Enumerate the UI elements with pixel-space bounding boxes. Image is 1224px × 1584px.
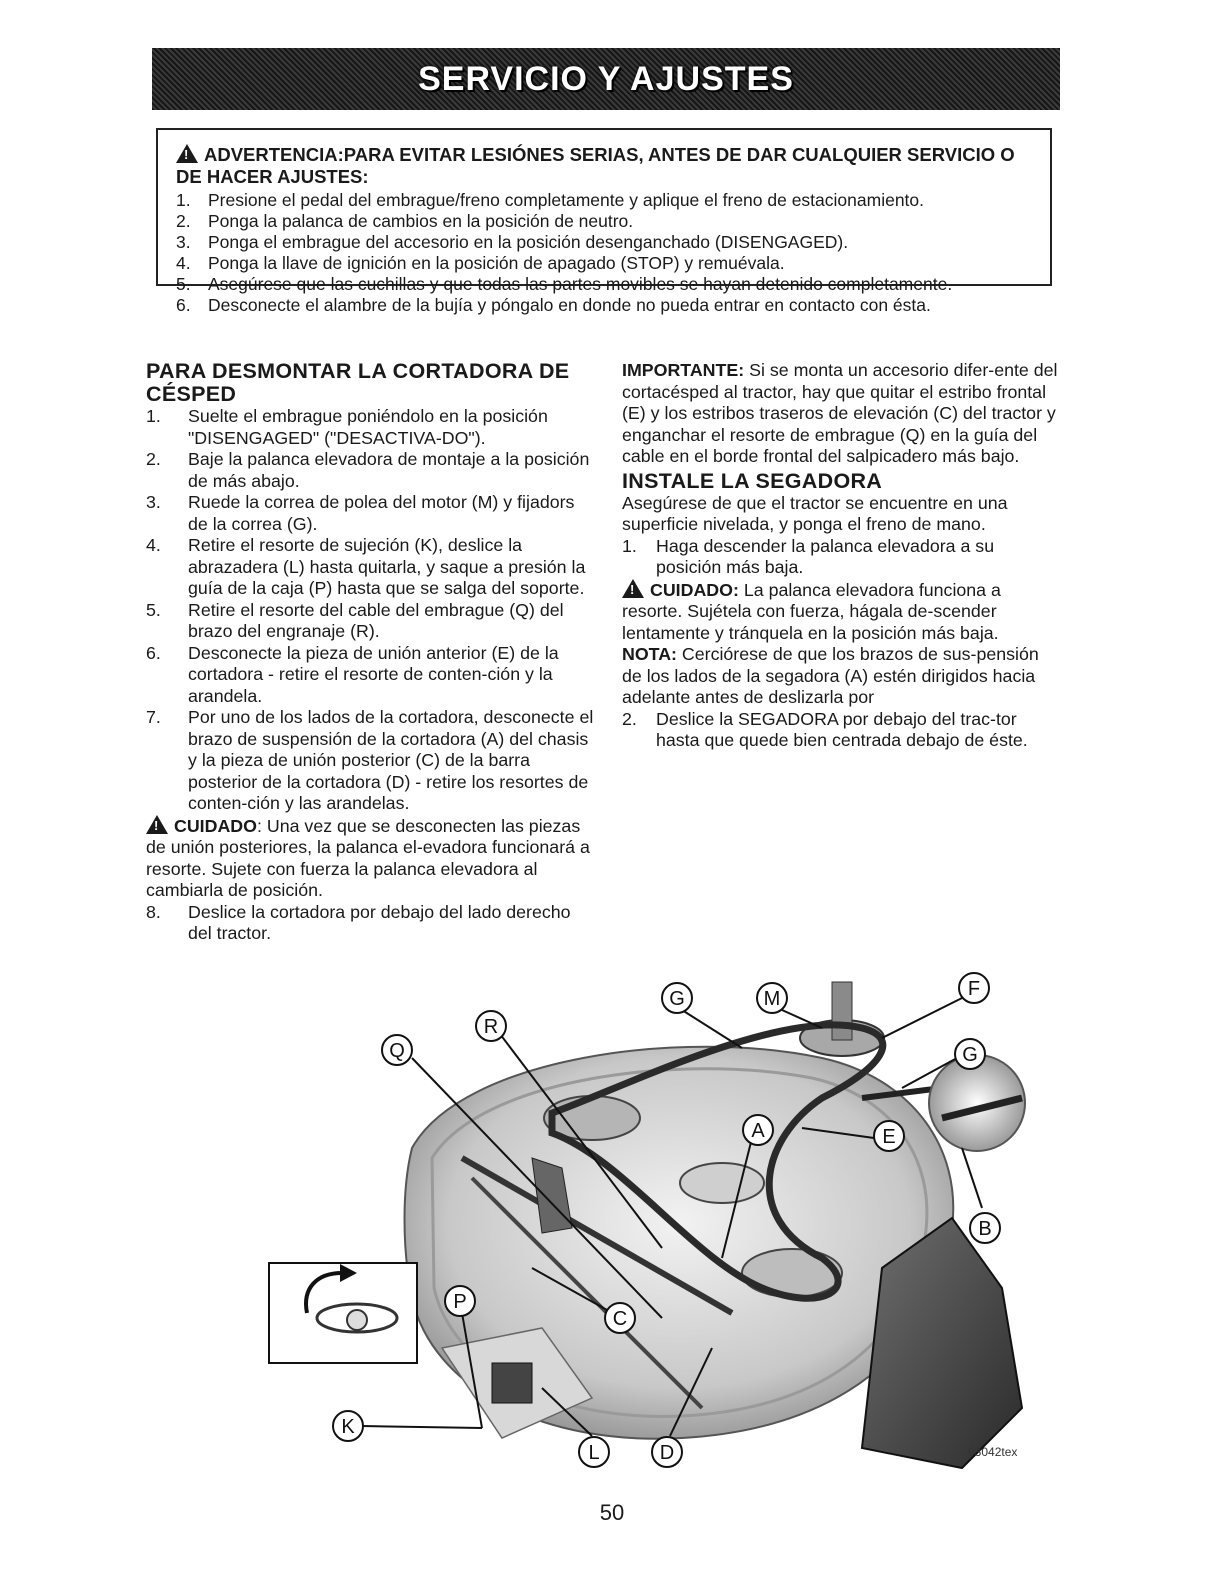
step-number: 1. (622, 535, 637, 556)
warning-triangle-icon (622, 579, 644, 598)
callout-c (605, 1303, 635, 1333)
install-steps (622, 536, 1062, 579)
caution-paragraph (622, 579, 1062, 645)
callout-label: C (612, 1308, 628, 1330)
page-number: 50 (599, 1500, 625, 1525)
remove-mower-title: PARA DESMONTAR LA CORTADORA DE CÉSPED (146, 359, 570, 406)
list-item (176, 295, 1036, 316)
list-item (146, 600, 596, 643)
callout-label: Q (389, 1040, 405, 1062)
callout-p (445, 1286, 475, 1316)
step-number: 4. (146, 535, 161, 555)
callout-label: A (751, 1120, 765, 1142)
callout-label: D (659, 1442, 675, 1464)
list-item (146, 535, 596, 600)
step-number: 2. (146, 449, 161, 469)
callout-label: E (882, 1126, 896, 1148)
warning-list (176, 190, 1036, 316)
list-item (622, 709, 1062, 752)
important-paragraph (622, 360, 1062, 468)
callout-label: B (978, 1218, 992, 1240)
caution-label: CUIDADO: (650, 579, 739, 600)
guide-block (492, 1363, 532, 1403)
step-number: 2. (622, 708, 637, 729)
list-item (146, 492, 596, 535)
engine-shaft (832, 982, 852, 1040)
item-text: Asegúrese que las cuchillas y que todas las partes movibles se hayan detenido completamente. (208, 274, 953, 294)
callout-g-upper (662, 983, 692, 1013)
remove-steps-final (146, 902, 596, 945)
item-text: Ponga la palanca de cambios en la posición de neutro. (208, 211, 634, 231)
callout-q (382, 1035, 412, 1065)
list-item (176, 274, 1036, 295)
list-item (176, 211, 1036, 232)
mower-deck-illustration (262, 968, 1062, 1470)
caution-label: CUIDADO (174, 815, 257, 836)
list-item (622, 536, 1062, 579)
step-number: 8. (146, 901, 161, 922)
left-column (146, 360, 596, 945)
item-text: Ponga el embrague del accesorio en la posición desenganchado (DISENGAGED). (208, 232, 849, 252)
callout-r (476, 1011, 506, 1041)
list-item (176, 232, 1036, 253)
item-number: 4. (176, 253, 191, 273)
step-text: Deslice la SEGADORA por debajo del trac-tor hasta que quede bien centrada debajo de éste. (656, 708, 1028, 750)
step-text: Deslice la cortadora por debajo del lado derecho del tractor. (188, 901, 571, 943)
banner-title: SERVICIO Y AJUSTES (418, 59, 794, 98)
item-number: 2. (176, 211, 191, 231)
pulley-right (742, 1249, 842, 1297)
important-text: Si se monta un accesorio difer-ente del cortacésped al tractor, hay que quitar el estribo frontal (E) y los estribos traseros de elevación (C) del tractor y enganchar el resorte de embrague (Q) en la guía del cable en el borde frontal del salpicadero más bajo. (622, 360, 1058, 466)
callout-label: M (763, 988, 781, 1010)
callout-k (333, 1411, 363, 1441)
callout-label: R (483, 1016, 499, 1038)
step-text: Baje la palanca elevadora de montaje a la posición de más abajo. (188, 449, 590, 491)
step-text: Retire el resorte de sujeción (K), deslice la abrazadera (L) hasta quitarla, y saque a presión la guía de la caja (P) hasta que se salga del soporte. (188, 535, 586, 598)
step-text: Desconecte la pieza de unión anterior (E) de la cortadora - retire el resorte de conten-ción y la arandela. (188, 642, 559, 706)
step-text: Haga descender la palanca elevadora a su posición más baja. (656, 535, 995, 577)
note-paragraph (622, 644, 1062, 709)
figure-code: 03042tex (968, 1445, 1018, 1459)
remove-steps (146, 406, 596, 815)
mower-deck-diagram (262, 968, 1062, 1470)
note-text: Cerciórese de que los brazos de sus-pensión de los lados de la segadora (A) estén dirigidos hacia adelante antes de deslizarla por (622, 644, 1039, 707)
item-text: Ponga la llave de ignición en la posición de apagado (STOP) y remuévala. (208, 253, 785, 273)
step-text: Suelte el embrague poniéndolo en la posición "DISENGAGED" ("DESACTIVA-DO"). (188, 406, 548, 448)
item-number: 5. (176, 274, 191, 294)
step-text: Ruede la correa de polea del motor (M) y fijadors de la correa (G). (188, 492, 575, 534)
callout-b (970, 1213, 1000, 1243)
install-title: INSTALE LA SEGADORA (622, 468, 883, 493)
list-item (146, 902, 596, 945)
list-item (176, 190, 1036, 211)
warning-triangle-icon (146, 815, 168, 834)
step-number: 3. (146, 492, 161, 512)
caution-paragraph (146, 815, 596, 902)
step-number: 5. (146, 599, 161, 620)
important-label: IMPORTANTE: (622, 360, 745, 380)
list-item (146, 406, 596, 449)
callout-label: K (341, 1416, 355, 1438)
clip-pin (347, 1310, 367, 1330)
callout-label: G (962, 1044, 978, 1066)
item-number: 6. (176, 295, 191, 315)
callout-a (743, 1115, 773, 1145)
callout-l (579, 1437, 609, 1467)
step-number: 7. (146, 707, 161, 727)
item-number: 3. (176, 232, 191, 252)
warning-box (156, 128, 1052, 315)
callout-d (652, 1437, 682, 1467)
item-text: Desconecte el alambre de la bujía y póngalo en donde no pueda entrar en contacto con ésta. (208, 295, 931, 315)
callout-label: F (967, 978, 981, 1000)
section-banner (152, 48, 1060, 110)
callout-m (757, 983, 787, 1013)
item-text: Presione el pedal del embrague/freno completamente y aplique el freno de estacionamiento. (208, 190, 925, 210)
callout-label: L (588, 1442, 600, 1464)
pulley-center (680, 1163, 764, 1203)
step-text: Retire el resorte del cable del embrague (Q) del brazo del engranaje (R). (188, 599, 564, 641)
list-item (176, 253, 1036, 274)
step-number: 1. (146, 406, 161, 426)
item-number: 1. (176, 190, 191, 210)
list-item (146, 449, 596, 492)
callout-label: P (453, 1291, 467, 1313)
step-text: Por uno de los lados de la cortadora, desconecte el brazo de suspensión de la cortadora (A) del chasis y la pieza de unión posterior (C) de la barra posterior de la cortadora (D) - retire los resortes de conten-ción y las arandelas. (188, 707, 594, 813)
install-steps-2 (622, 709, 1062, 752)
step-number: 6. (146, 642, 161, 663)
callout-e (874, 1121, 904, 1151)
caution-text: : Una vez que se desconecten las piezas de unión posteriores, la palanca el-evadora funcionará a resorte. Sujete con fuerza la palanca elevadora al cambiarla de posición. (146, 815, 590, 900)
list-item (146, 643, 596, 708)
list-item (146, 707, 596, 815)
install-intro: Asegúrese de que el tractor se encuentre en una superficie nivelada, y ponga el freno de mano. (622, 492, 1008, 534)
warning-heading-text: ADVERTENCIA:PARA EVITAR LESIÓNES SERIAS, ANTES DE DAR CUALQUIER SERVICIO O DE HACER AJUSTES: (176, 144, 1015, 187)
right-column (622, 360, 1062, 752)
callout-g-right (955, 1039, 985, 1069)
warning-triangle-icon (176, 144, 198, 163)
caution-text: La palanca elevadora funciona a resorte. Sujétela con fuerza, hágala de-scender lentamente y tránquela en la posición más baja. (622, 579, 1001, 643)
note-label: NOTA: (622, 644, 677, 664)
warning-heading (176, 144, 1036, 188)
callout-f (959, 973, 989, 1003)
callout-label: G (669, 988, 685, 1010)
